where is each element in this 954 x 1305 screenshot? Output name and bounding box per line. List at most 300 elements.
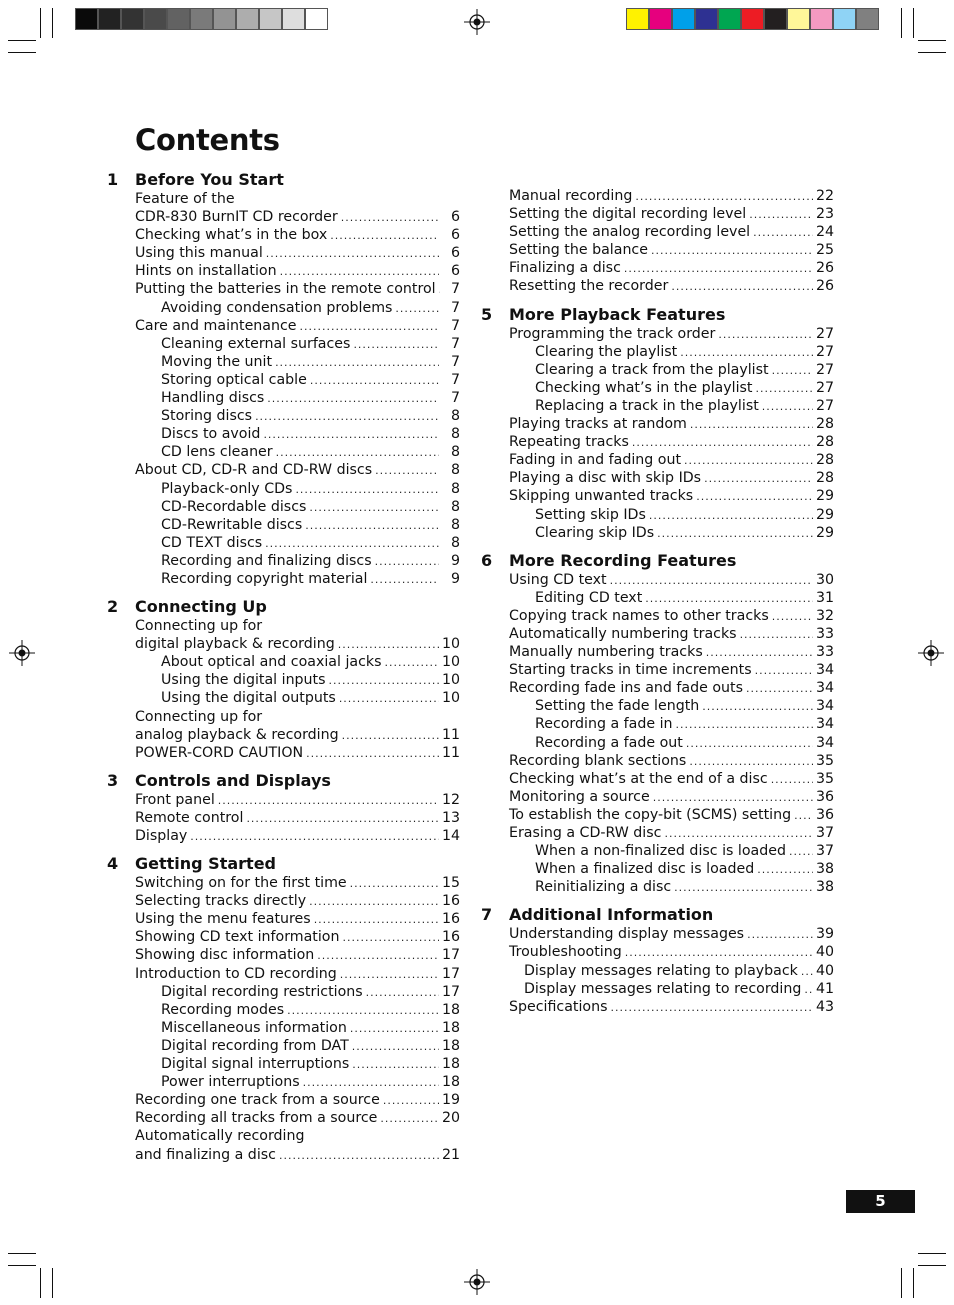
dot-leader [350, 875, 439, 893]
calibration-swatch [718, 8, 741, 30]
dot-leader [625, 944, 813, 962]
dot-leader [218, 792, 439, 810]
dot-leader [246, 810, 439, 828]
toc-entry [509, 643, 834, 661]
toc-page-number: 29 [815, 488, 834, 505]
toc-page-number: 6 [450, 245, 460, 262]
toc-entry-title: Hints on installation [135, 263, 277, 280]
registration-mark-icon [9, 640, 35, 666]
toc-page-number: 40 [815, 962, 834, 979]
toc-entry [135, 552, 460, 570]
toc-column-right [481, 187, 834, 1016]
toc-entry [135, 809, 460, 827]
dot-leader [664, 825, 812, 843]
dot-leader [696, 488, 813, 506]
toc-entry-title: Resetting the recorder [509, 278, 669, 295]
dot-leader [266, 245, 439, 263]
dot-leader [794, 807, 813, 825]
toc-entry-title: Setting the digital recording level [509, 206, 747, 223]
toc-entry-title: Understanding display messages [509, 926, 745, 943]
dot-leader [366, 984, 439, 1002]
toc-entry-title: Playback-only CDs [161, 480, 293, 497]
toc-entry [135, 791, 460, 809]
calibration-swatch [810, 8, 833, 30]
calibration-swatch [695, 8, 718, 30]
toc-page-number: 38 [815, 861, 834, 878]
toc-page-number: 34 [815, 698, 834, 715]
section-spacer [135, 588, 460, 597]
toc-page-number: 34 [815, 716, 834, 733]
toc-entry [509, 860, 834, 878]
toc-page-number: 37 [815, 843, 834, 860]
toc-page-number: 7 [450, 281, 460, 298]
toc-entry [135, 443, 460, 461]
dot-leader [375, 462, 439, 480]
crop-mark [8, 40, 36, 41]
toc-page-number: 17 [441, 965, 460, 982]
dot-leader [690, 416, 813, 434]
dot-leader [755, 380, 812, 398]
section-number: 5 [481, 304, 493, 324]
dot-leader [265, 535, 439, 553]
dot-leader [804, 981, 813, 999]
toc-entry [135, 1055, 460, 1073]
dot-leader [747, 926, 813, 944]
toc-entry-title: Setting the analog recording level [509, 224, 751, 241]
registration-mark-icon [918, 640, 944, 666]
toc-page-number: 35 [815, 770, 834, 787]
toc-page-number: 23 [815, 206, 834, 223]
toc-entry [135, 1019, 460, 1037]
toc-entry [509, 187, 834, 205]
dot-leader [649, 507, 813, 525]
toc-entry [135, 190, 460, 208]
toc-entry-title: Recording modes [161, 1001, 285, 1018]
toc-page-number: 28 [815, 470, 834, 487]
dot-leader [255, 408, 439, 426]
section-title: Getting Started [135, 854, 276, 874]
dot-leader [295, 481, 439, 499]
toc-entry-title: Using the digital inputs [161, 672, 326, 689]
dot-leader [757, 861, 813, 879]
toc-entry-title: Connecting up for [135, 618, 263, 635]
toc-page-number: 30 [815, 571, 834, 588]
toc-entry [509, 487, 834, 505]
toc-entry-title: Copying track names to other tracks [509, 607, 769, 624]
toc-entry-title: Using CD text [509, 571, 607, 588]
toc-page-number: 6 [450, 263, 460, 280]
toc-entry [135, 892, 460, 910]
dot-leader [624, 260, 813, 278]
toc-entry-title: Recording fade ins and fade outs [509, 680, 743, 697]
dot-leader [753, 224, 813, 242]
toc-entry [135, 425, 460, 443]
dot-leader [275, 354, 439, 372]
toc-entry [135, 617, 460, 635]
toc-entry-title: Programming the track order [509, 325, 716, 342]
section-heading [107, 854, 460, 874]
crop-mark [918, 1265, 946, 1266]
toc-entry-title: Power interruptions [161, 1074, 300, 1091]
toc-entry-title: Feature of the [135, 191, 235, 207]
toc-page-number: 24 [815, 224, 834, 241]
toc-entry [509, 980, 834, 998]
toc-entry [135, 827, 460, 845]
toc-page-number: 13 [441, 809, 460, 826]
toc-page-number: 8 [450, 534, 460, 551]
toc-entry-title: Showing CD text information [135, 929, 340, 946]
toc-entry [509, 469, 834, 487]
dot-leader [651, 242, 813, 260]
toc-entry-title: analog playback & recording [135, 726, 339, 743]
dot-leader [676, 716, 813, 734]
section-spacer [509, 896, 834, 905]
toc-entry [135, 208, 460, 226]
dot-leader [702, 698, 813, 716]
toc-entry-title: Clearing a track from the playlist [535, 361, 769, 378]
toc-entry-title: Handling discs [161, 390, 265, 407]
dot-leader [339, 690, 439, 708]
toc-entry-title: Repeating tracks [509, 434, 629, 451]
dot-leader [342, 727, 439, 745]
toc-entry [509, 962, 834, 980]
crop-mark [8, 52, 36, 53]
toc-entry [135, 983, 460, 1001]
toc-page-number: 6 [450, 209, 460, 226]
dot-leader [689, 753, 813, 771]
dot-leader [674, 879, 813, 897]
section-number: 6 [481, 550, 493, 570]
toc-page-number: 18 [441, 1019, 460, 1036]
toc-entry [135, 689, 460, 707]
toc-page-number: 35 [815, 752, 834, 769]
calibration-swatch [305, 8, 328, 30]
toc-entry [135, 1001, 460, 1019]
toc-entry [509, 842, 834, 860]
section-number: 2 [107, 597, 119, 617]
toc-page-number: 7 [450, 353, 460, 370]
toc-entry-title: Skipping unwanted tracks [509, 488, 694, 505]
toc-entry [135, 1146, 460, 1164]
dot-leader [300, 318, 439, 336]
toc-entry-title: Checking what’s at the end of a disc [509, 770, 768, 787]
dot-leader [771, 771, 813, 789]
toc-entry-title: CD TEXT discs [161, 534, 263, 551]
section-number: 1 [107, 170, 119, 189]
toc-page-number: 7 [450, 371, 460, 388]
toc-entry-title: Setting the fade length [535, 698, 700, 715]
dot-leader [671, 278, 813, 296]
toc-entry [135, 671, 460, 689]
calibration-swatch [672, 8, 695, 30]
toc-entry [509, 451, 834, 469]
dot-leader [303, 1074, 439, 1092]
toc-entry-title: Checking what’s in the box [135, 227, 328, 244]
dot-leader [706, 644, 813, 662]
section-spacer [509, 542, 834, 551]
dot-leader [755, 662, 813, 680]
dot-leader [749, 206, 813, 224]
toc-entry-title: POWER-CORD CAUTION [135, 744, 304, 761]
section-number: 7 [481, 905, 493, 925]
dot-leader [385, 654, 439, 672]
toc-page-number: 26 [815, 278, 834, 295]
toc-entry [135, 965, 460, 983]
toc-entry [509, 824, 834, 842]
toc-entry [135, 910, 460, 928]
toc-entry-title: Avoiding condensation problems [161, 299, 393, 316]
toc-entry-title: Discs to avoid [161, 426, 261, 443]
toc-page-number: 34 [815, 662, 834, 679]
toc-entry-title: Setting the balance [509, 242, 648, 259]
toc-page-number: 16 [441, 911, 460, 928]
dot-leader [352, 1056, 439, 1074]
toc-page-number: 33 [815, 644, 834, 661]
toc-entry [509, 343, 834, 361]
toc-page-number: 15 [441, 875, 460, 892]
crop-mark [8, 1265, 36, 1266]
toc-entry-title: Cleaning external surfaces [161, 335, 351, 352]
toc-entry [509, 878, 834, 896]
toc-entry [509, 277, 834, 295]
calibration-swatch [259, 8, 282, 30]
section-spacer [509, 296, 834, 305]
dot-leader [280, 263, 439, 281]
toc-page-number: 8 [450, 480, 460, 497]
calibration-swatch [190, 8, 213, 30]
toc-entry-title: Reinitializing a disc [535, 879, 672, 896]
dot-leader [395, 300, 439, 318]
toc-entry-title: CDR-830 BurnIT CD recorder [135, 209, 338, 226]
toc-entry-title: When a finalized disc is loaded [535, 861, 755, 878]
toc-page-number: 10 [441, 654, 460, 671]
section-heading [107, 597, 460, 617]
toc-entry-title: digital playback & recording [135, 636, 335, 653]
calibration-swatch [649, 8, 672, 30]
toc-page-number: 28 [815, 416, 834, 433]
dot-leader [314, 911, 439, 929]
toc-page-number: 27 [815, 397, 834, 414]
toc-page-number: 16 [441, 893, 460, 910]
calibration-swatch [833, 8, 856, 30]
dot-leader [746, 680, 813, 698]
toc-page-number: 29 [815, 506, 834, 523]
crop-mark [901, 1268, 902, 1298]
toc-page-number: 12 [441, 791, 460, 808]
section-heading [481, 304, 834, 325]
toc-entry-title: When a non-finalized disc is loaded [535, 843, 786, 860]
toc-entry [135, 244, 460, 262]
page-title: Contents [135, 123, 280, 157]
dot-leader [305, 517, 439, 535]
toc-entry [509, 770, 834, 788]
dot-leader [740, 626, 813, 644]
toc-entry [509, 925, 834, 943]
toc-entry [509, 697, 834, 715]
toc-entry [509, 433, 834, 451]
calibration-swatch [144, 8, 167, 30]
dot-leader [772, 362, 813, 380]
toc-page-number: 28 [815, 434, 834, 451]
toc-entry-title: CD-Rewritable discs [161, 516, 303, 533]
toc-page-number: 9 [450, 570, 460, 587]
toc-page-number: 26 [815, 260, 834, 277]
dot-leader [342, 929, 438, 947]
toc-entry [509, 259, 834, 277]
toc-entry-title: Automatically numbering tracks [509, 625, 737, 642]
toc-page-number: 32 [815, 607, 834, 624]
dot-leader [267, 390, 439, 408]
toc-page-number: 18 [441, 1037, 460, 1054]
toc-entry-title: Selecting tracks directly [135, 893, 307, 910]
toc-entry-title: Digital recording restrictions [161, 983, 363, 1000]
toc-page-number: 11 [441, 744, 460, 761]
toc-entry-title: Editing CD text [535, 589, 643, 606]
toc-entry [135, 317, 460, 335]
calibration-swatch [75, 8, 98, 30]
toc-page-number: 31 [815, 589, 834, 606]
toc-entry [135, 653, 460, 671]
toc-entry-title: About optical and coaxial jacks [161, 654, 382, 671]
crop-mark [52, 8, 53, 38]
toc-entry-title: Digital signal interruptions [161, 1056, 350, 1073]
toc-entry [135, 299, 460, 317]
toc-page-number: 21 [441, 1146, 460, 1163]
toc-entry-title: Display messages relating to playback [524, 962, 798, 979]
dot-leader [772, 608, 813, 626]
toc-page-number: 7 [450, 317, 460, 334]
toc-entry-title: Storing optical cable [161, 371, 307, 388]
toc-page-number: 40 [815, 944, 834, 961]
dot-leader [309, 893, 439, 911]
toc-page-number: 8 [450, 516, 460, 533]
calibration-swatch [167, 8, 190, 30]
crop-mark [8, 1253, 36, 1254]
section-title: More Recording Features [509, 550, 737, 570]
toc-page-number: 17 [441, 947, 460, 964]
toc-entry [509, 943, 834, 961]
toc-entry-title: Switching on for the first time [135, 875, 347, 892]
toc-entry [135, 1091, 460, 1109]
section-title: More Playback Features [509, 304, 726, 324]
section-heading [481, 905, 834, 925]
toc-entry [509, 325, 834, 343]
dot-leader [190, 828, 439, 846]
toc-entry [135, 726, 460, 744]
toc-entry-title: Introduction to CD recording [135, 965, 337, 982]
toc-entry [135, 928, 460, 946]
toc-entry [509, 589, 834, 607]
dot-leader [287, 1002, 439, 1020]
toc-page-number: 29 [815, 524, 834, 541]
toc-entry [509, 998, 834, 1016]
section-heading [107, 170, 460, 190]
toc-entry [509, 361, 834, 379]
toc-entry [135, 744, 460, 762]
toc-entry [135, 1127, 460, 1145]
toc-entry [135, 262, 460, 280]
section-title: Controls and Displays [135, 770, 331, 790]
calibration-swatch [121, 8, 144, 30]
toc-entry [135, 407, 460, 425]
dot-leader [684, 452, 813, 470]
toc-page-number: 14 [441, 828, 460, 844]
dot-leader [789, 843, 813, 861]
crop-mark [40, 1268, 41, 1298]
toc-entry-title: Remote control [135, 809, 244, 826]
toc-entry-title: Recording and finalizing discs [161, 552, 372, 569]
toc-entry [509, 223, 834, 241]
toc-entry [509, 661, 834, 679]
toc-page-number: 27 [815, 325, 834, 342]
toc-page-number: 18 [441, 1074, 460, 1091]
dot-leader [330, 227, 439, 245]
toc-entry-title: Setting skip IDs [535, 506, 646, 523]
toc-page-number: 38 [815, 879, 834, 896]
section-number: 4 [107, 854, 119, 874]
toc-entry-title: Automatically recording [135, 1128, 305, 1145]
toc-entry [509, 625, 834, 643]
dot-leader [762, 398, 813, 416]
toc-entry-title: Miscellaneous information [161, 1019, 347, 1036]
toc-entry-title: Playing a disc with skip IDs [509, 470, 702, 487]
toc-page-number: 19 [441, 1092, 460, 1109]
toc-entry [509, 571, 834, 589]
toc-page-number: 8 [450, 426, 460, 443]
dot-leader [350, 1020, 439, 1038]
dot-leader [657, 525, 813, 543]
toc-entry [135, 371, 460, 389]
toc-entry [135, 461, 460, 479]
registration-mark-icon [464, 1269, 490, 1295]
toc-page-number: 17 [441, 983, 460, 1000]
dot-leader [317, 947, 439, 965]
toc-page-number: 27 [815, 343, 834, 360]
toc-entry [135, 280, 460, 298]
dot-leader [263, 426, 439, 444]
crop-mark [52, 1268, 53, 1298]
dot-leader [632, 434, 813, 452]
toc-entry [509, 752, 834, 770]
section-number: 3 [107, 770, 119, 790]
dot-leader [375, 553, 439, 571]
toc-entry [509, 715, 834, 733]
toc-entry [135, 946, 460, 964]
toc-entry-title: Display [135, 828, 188, 844]
calibration-swatch [741, 8, 764, 30]
toc-entry-title: Moving the unit [161, 353, 273, 370]
toc-entry [135, 335, 460, 353]
toc-page-number: 10 [441, 672, 460, 689]
crop-mark [918, 1253, 946, 1254]
toc-entry [135, 389, 460, 407]
toc-entry-title: Clearing skip IDs [535, 524, 655, 541]
dot-leader [276, 444, 439, 462]
toc-entry [509, 806, 834, 824]
section-heading [107, 770, 460, 791]
toc-page-number: 7 [450, 299, 460, 316]
toc-page-number: 8 [450, 498, 460, 515]
crop-mark [913, 1268, 914, 1298]
toc-entry-title: Starting tracks in time increments [509, 662, 752, 679]
toc-entry [509, 524, 834, 542]
toc-page-number: 7 [450, 390, 460, 407]
toc-entry-title: Using the menu features [135, 911, 311, 928]
toc-page-number: 36 [815, 806, 834, 823]
toc-entry [135, 635, 460, 653]
toc-entry-title: CD lens cleaner [161, 444, 273, 461]
dot-leader [309, 499, 439, 517]
